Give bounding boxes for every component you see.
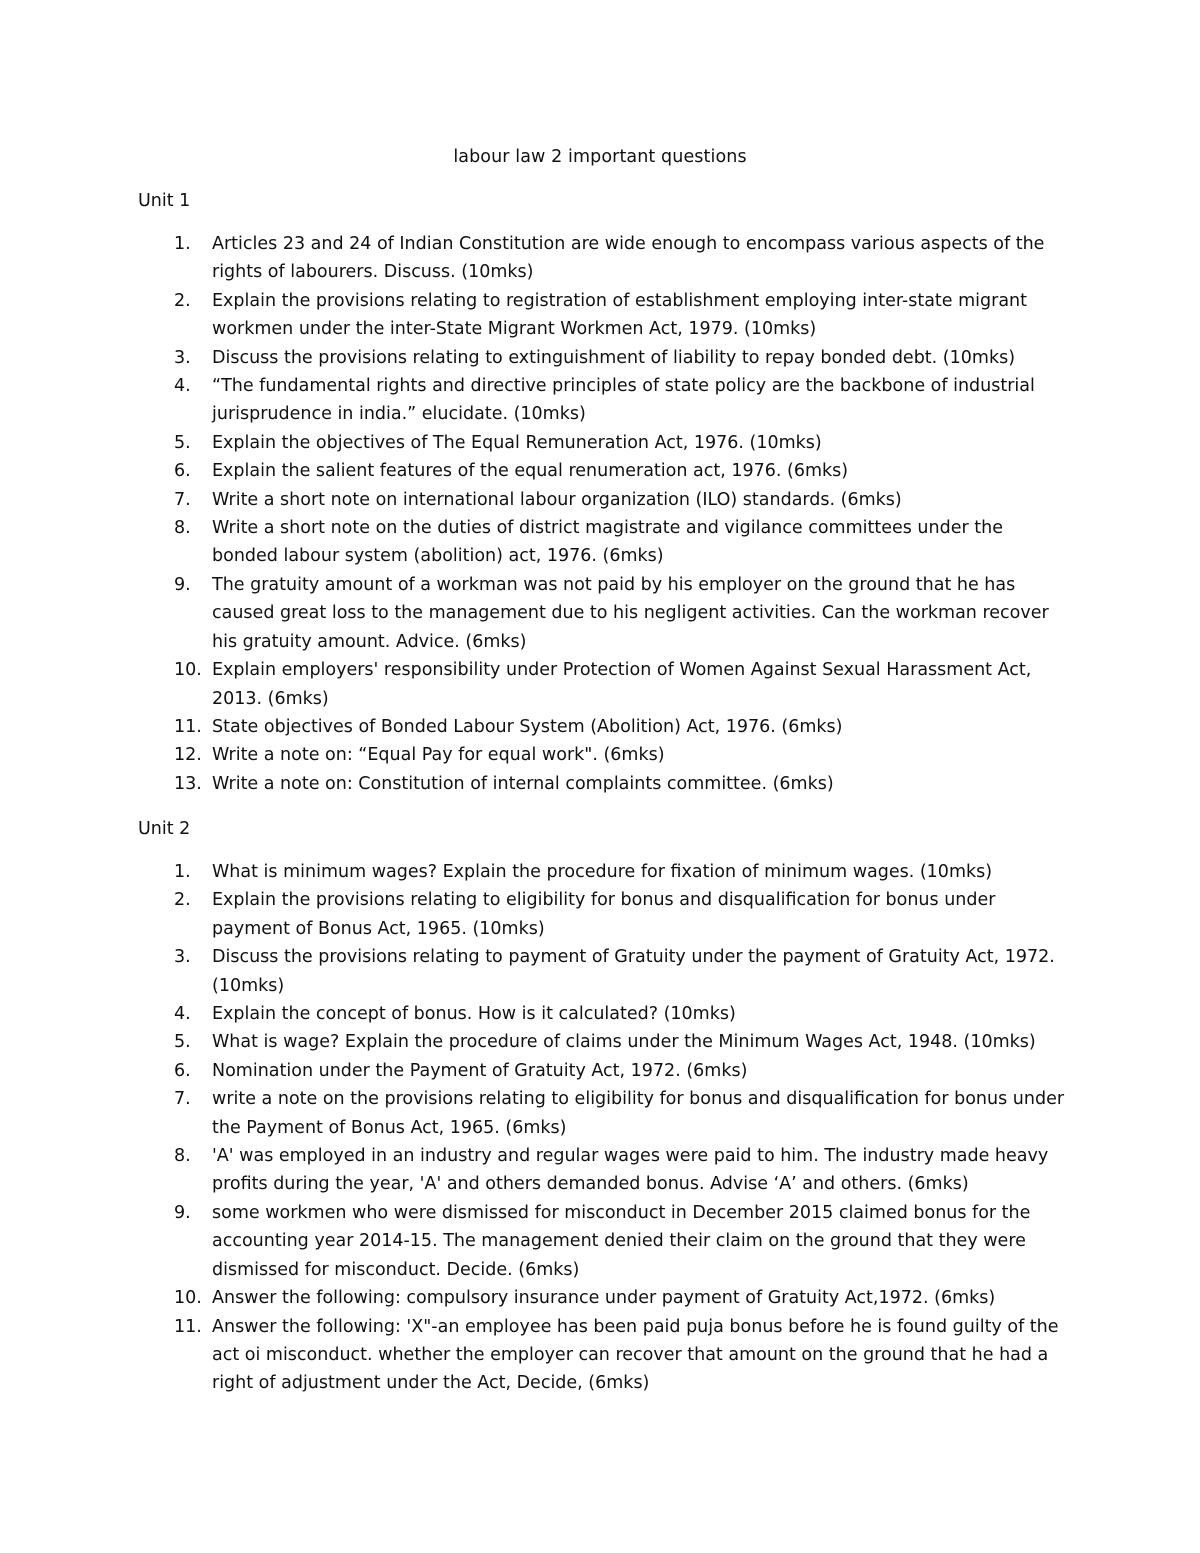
question-text: some workmen who were dismissed for misconduct in December 2015 claimed bonus for the accounting year 2014-15. The management denied their claim on the ground that they were dismissed for misconduct. Decide. (6mks)	[212, 1202, 1031, 1280]
unit-heading: Unit 1	[138, 191, 191, 211]
question-text: Write a note on: Constitution of internal complaints committee. (6mks)	[212, 773, 834, 794]
question-item	[138, 344, 1068, 372]
question-list	[138, 858, 1068, 1398]
question-text: 'A' was employed in an industry and regular wages were paid to him. The industry made heavy profits during the year, 'A' and others demanded bonus. Advise ‘A’ and others. (6mks)	[212, 1146, 1049, 1195]
question-item	[138, 1085, 1068, 1142]
question-item	[138, 514, 1068, 571]
question-item	[138, 457, 1068, 485]
question-text: Explain the provisions relating to eligibility for bonus and disqualification for bonus under payment of Bonus Act, 1965. (10mks)	[212, 890, 996, 939]
question-text: Nomination under the Payment of Gratuity Act, 1972. (6mks)	[212, 1060, 748, 1081]
question-item	[138, 1284, 1068, 1312]
question-item	[138, 770, 1068, 798]
question-text: “The fundamental rights and directive principles of state policy are the backbone of industrial jurisprudence in india.” elucidate. (10mks)	[212, 376, 1035, 425]
question-text: Explain the salient features of the equal renumeration act, 1976. (6mks)	[212, 461, 849, 482]
question-number: 11.	[174, 716, 202, 737]
question-item	[138, 372, 1068, 429]
question-item	[138, 230, 1068, 287]
question-number: 7.	[174, 1089, 191, 1110]
question-item	[138, 1313, 1068, 1398]
question-item	[138, 287, 1068, 344]
question-item	[138, 429, 1068, 457]
question-item	[138, 571, 1068, 656]
question-number: 4.	[174, 376, 191, 397]
question-item	[138, 1057, 1068, 1085]
question-number: 12.	[174, 745, 202, 766]
question-number: 1.	[174, 862, 191, 882]
question-number: 9.	[174, 574, 191, 595]
question-item	[138, 858, 1068, 886]
question-item	[138, 1199, 1068, 1284]
question-number: 8.	[174, 1146, 191, 1167]
question-text: Discuss the provisions relating to extinguishment of liability to repay bonded debt. (10mks)	[212, 347, 1016, 368]
question-number: 11.	[174, 1316, 202, 1337]
question-number: 5.	[174, 432, 191, 453]
question-number: 4.	[174, 1004, 191, 1025]
question-text: What is wage? Explain the procedure of claims under the Minimum Wages Act, 1948. (10mks)	[212, 1032, 1036, 1053]
question-text: Articles 23 and 24 of Indian Constitution are wide enough to encompass various aspects of the rights of labourers. Discuss. (10mks)	[212, 234, 1045, 283]
question-number: 6.	[174, 1060, 191, 1081]
question-item	[138, 943, 1068, 1000]
question-item	[138, 1028, 1068, 1056]
question-number: 2.	[174, 890, 191, 911]
question-number: 1.	[174, 234, 191, 254]
question-number: 3.	[174, 947, 191, 968]
question-text: Write a short note on the duties of district magistrate and vigilance committees under the bonded labour system (abolition) act, 1976. (6mks)	[212, 518, 1003, 567]
question-number: 10.	[174, 660, 202, 681]
question-text: Explain the provisions relating to registration of establishment employing inter-state migrant workmen under the inter-State Migrant Workmen Act, 1979. (10mks)	[212, 290, 1028, 340]
question-item	[138, 1000, 1068, 1028]
question-list	[138, 230, 1068, 798]
question-text: State objectives of Bonded Labour System (Abolition) Act, 1976. (6mks)	[212, 716, 843, 737]
question-item	[138, 656, 1068, 713]
question-number: 13.	[174, 773, 202, 794]
question-item	[138, 741, 1068, 769]
question-text: Write a short note on international labour organization (ILO) standards. (6mks)	[212, 489, 902, 510]
question-number: 2.	[174, 290, 191, 311]
question-number: 5.	[174, 1032, 191, 1053]
question-text: Explain the concept of bonus. How is it calculated? (10mks)	[212, 1004, 736, 1025]
question-number: 7.	[174, 489, 191, 510]
unit-heading: Unit 2	[138, 819, 191, 839]
question-number: 6.	[174, 461, 191, 482]
question-text: write a note on the provisions relating to eligibility for bonus and disqualification for bonus under the Payment of Bonus Act, 1965. (6mks)	[212, 1089, 1065, 1138]
question-text: Explain the objectives of The Equal Remuneration Act, 1976. (10mks)	[212, 432, 822, 453]
question-number: 10.	[174, 1288, 202, 1309]
question-text: The gratuity amount of a workman was not paid by his employer on the ground that he has caused great loss to the management due to his negligent activities. Can the workman recover his gratuity amount. Advice. (6mks)	[212, 574, 1049, 652]
question-item	[138, 886, 1068, 943]
question-text: Discuss the provisions relating to payment of Gratuity under the payment of Gratuity Act, 1972. (10mks)	[212, 947, 1055, 996]
question-text: Answer the following: compulsory insurance under payment of Gratuity Act,1972. (6mks)	[212, 1288, 996, 1309]
question-item	[138, 1142, 1068, 1199]
question-text: Write a note on: “Equal Pay for equal work". (6mks)	[212, 745, 665, 766]
question-text: Explain employers' responsibility under Protection of Women Against Sexual Harassment Act, 2013. (6mks)	[212, 660, 1032, 709]
question-number: 8.	[174, 518, 191, 539]
page-title: labour law 2 important questions	[453, 147, 747, 167]
question-text: Answer the following: 'X"-an employee has been paid puja bonus before he is found guilty of the act oi misconduct. whether the employer can recover that amount on the ground that he had a right of adjustment under the Act, Decide, (6mks)	[212, 1316, 1059, 1394]
question-number: 9.	[174, 1202, 191, 1223]
question-item	[138, 486, 1068, 514]
question-number: 3.	[174, 347, 191, 368]
question-text: What is minimum wages? Explain the procedure for fixation of minimum wages. (10mks)	[212, 862, 993, 882]
unit-1-section	[138, 188, 1068, 798]
unit-2-section	[138, 816, 1068, 1398]
question-item	[138, 713, 1068, 741]
